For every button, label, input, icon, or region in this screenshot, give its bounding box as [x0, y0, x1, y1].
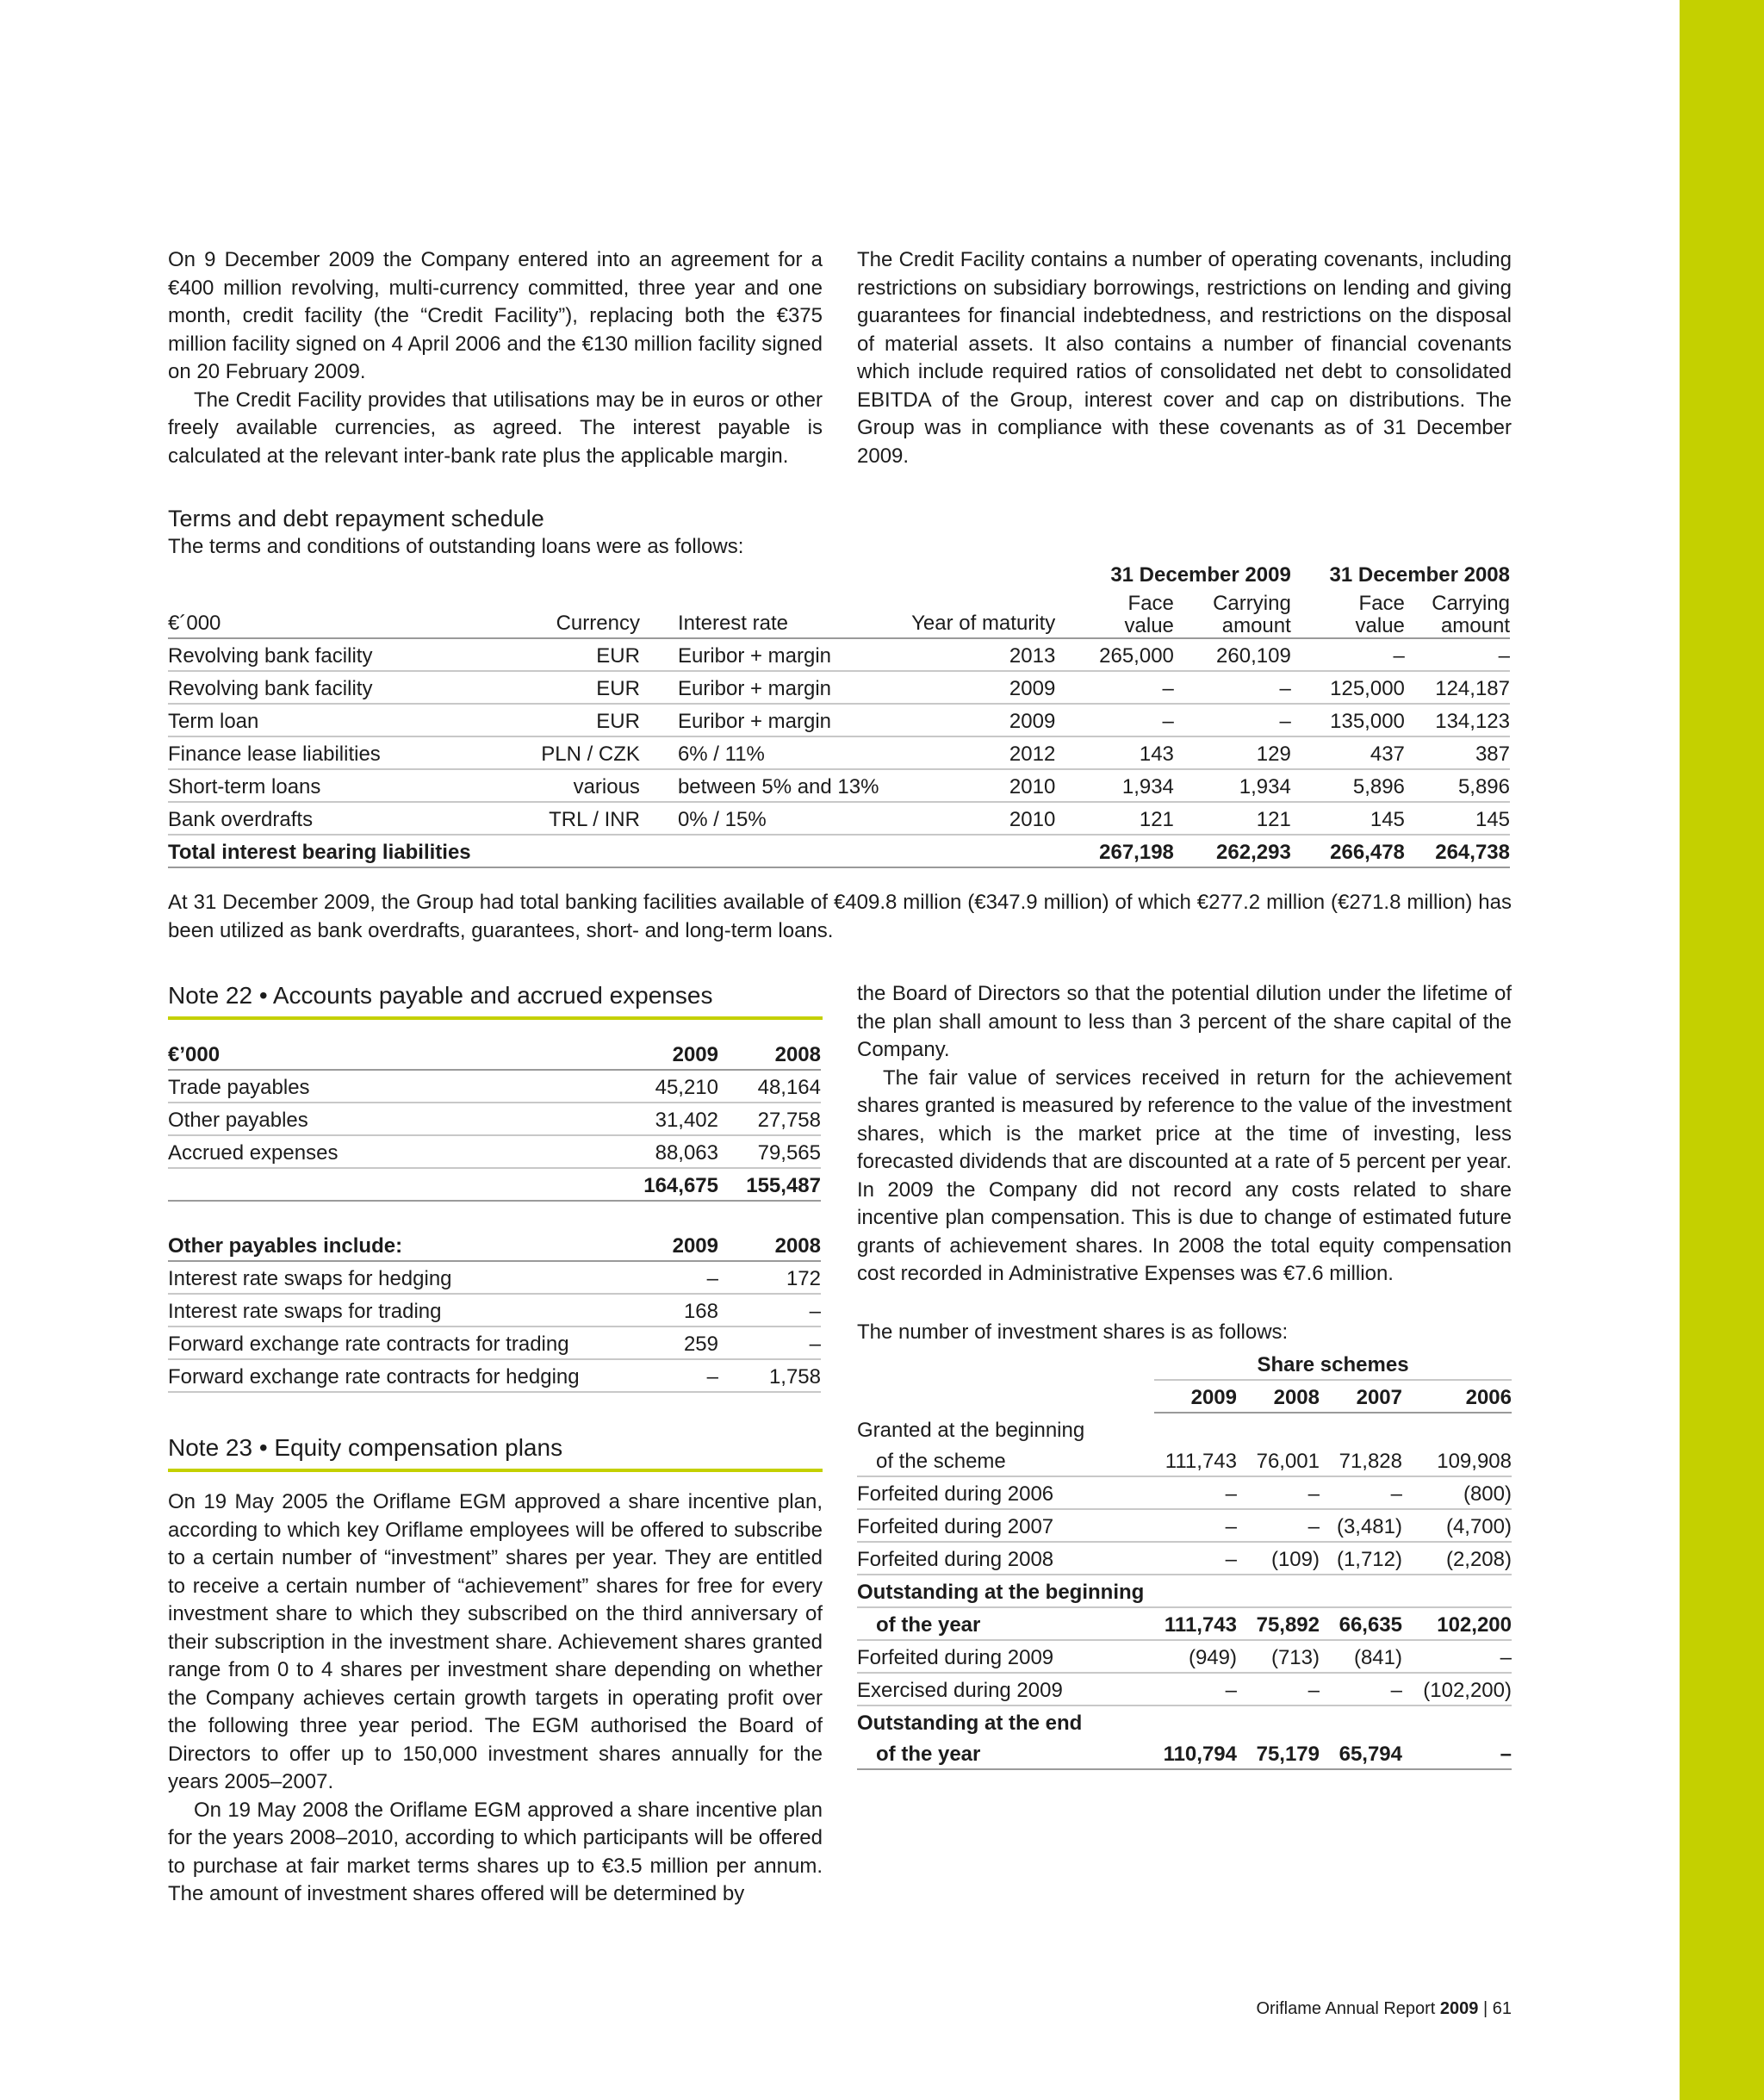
table-row: Forfeited during 2008 – (109) (1,712) (2,208) — [857, 1542, 1512, 1575]
table-row: Accrued expenses 88,063 79,565 — [168, 1135, 821, 1168]
table-row: Forfeited during 2009 (949) (713) (841) – — [857, 1640, 1512, 1673]
intro-left-column — [168, 246, 823, 470]
intro-paragraph: On 9 December 2009 the Company entered into an agreement for a €400 million revolving, multi-currency committed, three year and one month, credit facility (the “Credit Facility”), replacing both the €375 million facility signed on 4 April 2006 and the €130 million facility signed on 20 February 2009. — [168, 248, 823, 383]
debt-group-2009: 31 December 2009 — [1110, 562, 1291, 587]
intro-paragraph: The Credit Facility provides that utilisations may be in euros or other freely available currencies, as agreed. The interest payable is calculated at the relevant inter-bank rate plus the applicable margin. — [168, 388, 823, 468]
debt-header-face-2008: Face value — [1291, 589, 1405, 638]
table-row: Short-term loans various between 5% and 13% 2010 1,934 1,934 5,896 5,896 — [168, 769, 1510, 802]
accent-sidebar — [1680, 0, 1764, 2100]
table-row: Revolving bank facility EUR Euribor + margin 2009 – – 125,000 124,187 — [168, 671, 1510, 704]
note23-right-text — [857, 980, 1512, 1289]
total-row: of the year 110,794 75,179 65,794 – — [857, 1737, 1512, 1769]
table-row: Bank overdrafts TRL / INR 0% / 15% 2010 121 121 145 145 — [168, 802, 1510, 835]
table-row: of the scheme 111,743 76,001 71,828 109,908 — [857, 1445, 1512, 1476]
note23-title: Note 23 • Equity compensation plans — [168, 1432, 823, 1472]
page-footer — [1249, 1998, 1512, 2019]
debt-header-carrying-2009: Carrying amount — [1174, 589, 1291, 638]
debt-header-interest: Interest rate — [640, 589, 883, 638]
total-row: 164,675 155,487 — [168, 1168, 821, 1201]
shares-intro: The number of investment shares is as follows: — [857, 1320, 1289, 1344]
total-row: Total interest bearing liabilities 267,198 262,293 266,478 264,738 — [168, 835, 1510, 867]
debt-title: Terms and debt repayment schedule — [168, 506, 544, 531]
footer-separator: | — [1482, 1999, 1488, 2018]
debt-header-maturity: Year of maturity — [883, 589, 1055, 638]
note23-left-text — [168, 1488, 823, 1909]
table-row: Other payables 31,402 27,758 — [168, 1103, 821, 1135]
facilities-note: At 31 December 2009, the Group had total banking facilities available of €409.8 million (€347.9 million) of which €277.2 million (€271.8 million) has been utilized as bank overdrafts, guarantees, short- and long-term loans. — [168, 891, 1512, 942]
note22-table: €’000 2009 2008 Trade payables 45,210 48,164 Other payables 31,402 27,758 Accrued expenses 88,063 79,565 164,675 155,487 — [168, 1038, 821, 1202]
intro-paragraph: The Credit Facility contains a number of operating covenants, including restrictions on subsidiary borrowings, restrictions on lending and giving guarantees for financial indebtedness, and restrictions on the disposal of material assets. It also contains a number of financial covenants which include required ratios of consolidated net debt to consolidated EBITDA of the Group, interest cover and cap on distributions. The Group was in compliance with these covenants as of 31 December 2009. — [857, 248, 1512, 468]
table-row: Term loan EUR Euribor + margin 2009 – – 135,000 134,123 — [168, 704, 1510, 736]
table-row: Trade payables 45,210 48,164 — [168, 1070, 821, 1103]
note23-paragraph: On 19 May 2008 the Oriflame EGM approved a share incentive plan for the years 2008–2010, according to which participants will be offered to purchase at fair market terms shares up to €3.5 million per annum. The amount of investment shares offered will be determined by — [168, 1798, 823, 1905]
report-year: 2009 — [1439, 1999, 1479, 2018]
debt-table — [168, 558, 1510, 868]
intro-right-column — [857, 246, 1512, 470]
table-row: Forward exchange rate contracts for trading 259 – — [168, 1326, 821, 1359]
table-row: Interest rate swaps for hedging – 172 — [168, 1261, 821, 1294]
debt-group-2008: 31 December 2008 — [1329, 562, 1510, 587]
debt-header-unit: €´000 — [168, 589, 433, 638]
debt-header-carrying-2008: Carrying amount — [1405, 589, 1510, 638]
debt-header-currency: Currency — [433, 589, 640, 638]
table-row: Forward exchange rate contracts for hedging – 1,758 — [168, 1359, 821, 1392]
table-row: Finance lease liabilities PLN / CZK 6% / 11% 2012 143 129 437 387 — [168, 736, 1510, 769]
note23-paragraph: the Board of Directors so that the potential dilution under the lifetime of the plan shall amount to less than 3 percent of the share capital of the Company. — [857, 982, 1512, 1061]
note23-paragraph: On 19 May 2005 the Oriflame EGM approved a share incentive plan, according to which key Oriflame employees will be offered to subscribe to a certain number of “investment” shares per year. They are entitled to receive a certain number of “achievement” shares for free for every investment share to which they subscribed on the third anniversary of their subscription in the investment share. Achievement shares granted range from 0 to 4 shares per investment share depending on whether the Company achieves certain growth targets in operating profit over the following three year period. The EGM authorised the Board of Directors to offer up to 150,000 investment shares annually for the years 2005–2007. — [168, 1490, 823, 1793]
table-row: Revolving bank facility EUR Euribor + margin 2013 265,000 260,109 – – — [168, 638, 1510, 671]
report-name: Oriflame Annual Report — [1256, 1999, 1436, 2018]
debt-subtitle: The terms and conditions of outstanding loans were as follows: — [168, 535, 744, 558]
table-row: Forfeited during 2007 – – (3,481) (4,700) — [857, 1509, 1512, 1542]
table-row: of the year 111,743 75,892 66,635 102,200 — [857, 1607, 1512, 1640]
table-row: Interest rate swaps for trading 168 – — [168, 1294, 821, 1326]
page-number: 61 — [1492, 1999, 1512, 2018]
debt-header-face-2009: Face value — [1055, 589, 1174, 638]
shares-table: Share schemes 2009 2008 2007 2006 Granted at the beginning of the scheme 111,743 76,001 71,828 109,908 Forfeited during 2006 – – – (800) Forfeited during 2007 – – (3,481) (4,700) Forfeited during 2008 – (109) (1,712) (2,208) Outstanding at the beginning of the year 111,743 75,892 66,635 102,200 Forfeited during 2009 (949) (713) (841) – Exercised during 2009 – – – (102,200) Outstanding at the end of the year 110,794 75,179 65,794 – — [857, 1349, 1512, 1770]
other-payables-table: Other payables include: 2009 2008 Interest rate swaps for hedging – 172 Interest rate swaps for trading 168 – Forward exchange rate contracts for trading 259 – Forward exchange rate contracts for hedging – 1,758 — [168, 1229, 821, 1393]
note23-paragraph: The fair value of services received in return for the achievement shares granted is measured by reference to the value of the investment shares, which is the market price at the time of investing, less forecasted dividends that are discounted at a rate of 5 percent per year. In 2009 the Company did not record any costs related to share incentive plan compensation. This is due to change of estimated future grants of achievement shares. In 2008 the total equity compensation cost recorded in Administrative Expenses was €7.6 million. — [857, 1066, 1512, 1285]
shares-group-header: Share schemes — [1154, 1349, 1512, 1380]
table-row: Forfeited during 2006 – – – (800) — [857, 1476, 1512, 1509]
table-row: Exercised during 2009 – – – (102,200) — [857, 1673, 1512, 1705]
note22-title: Note 22 • Accounts payable and accrued expenses — [168, 980, 823, 1020]
